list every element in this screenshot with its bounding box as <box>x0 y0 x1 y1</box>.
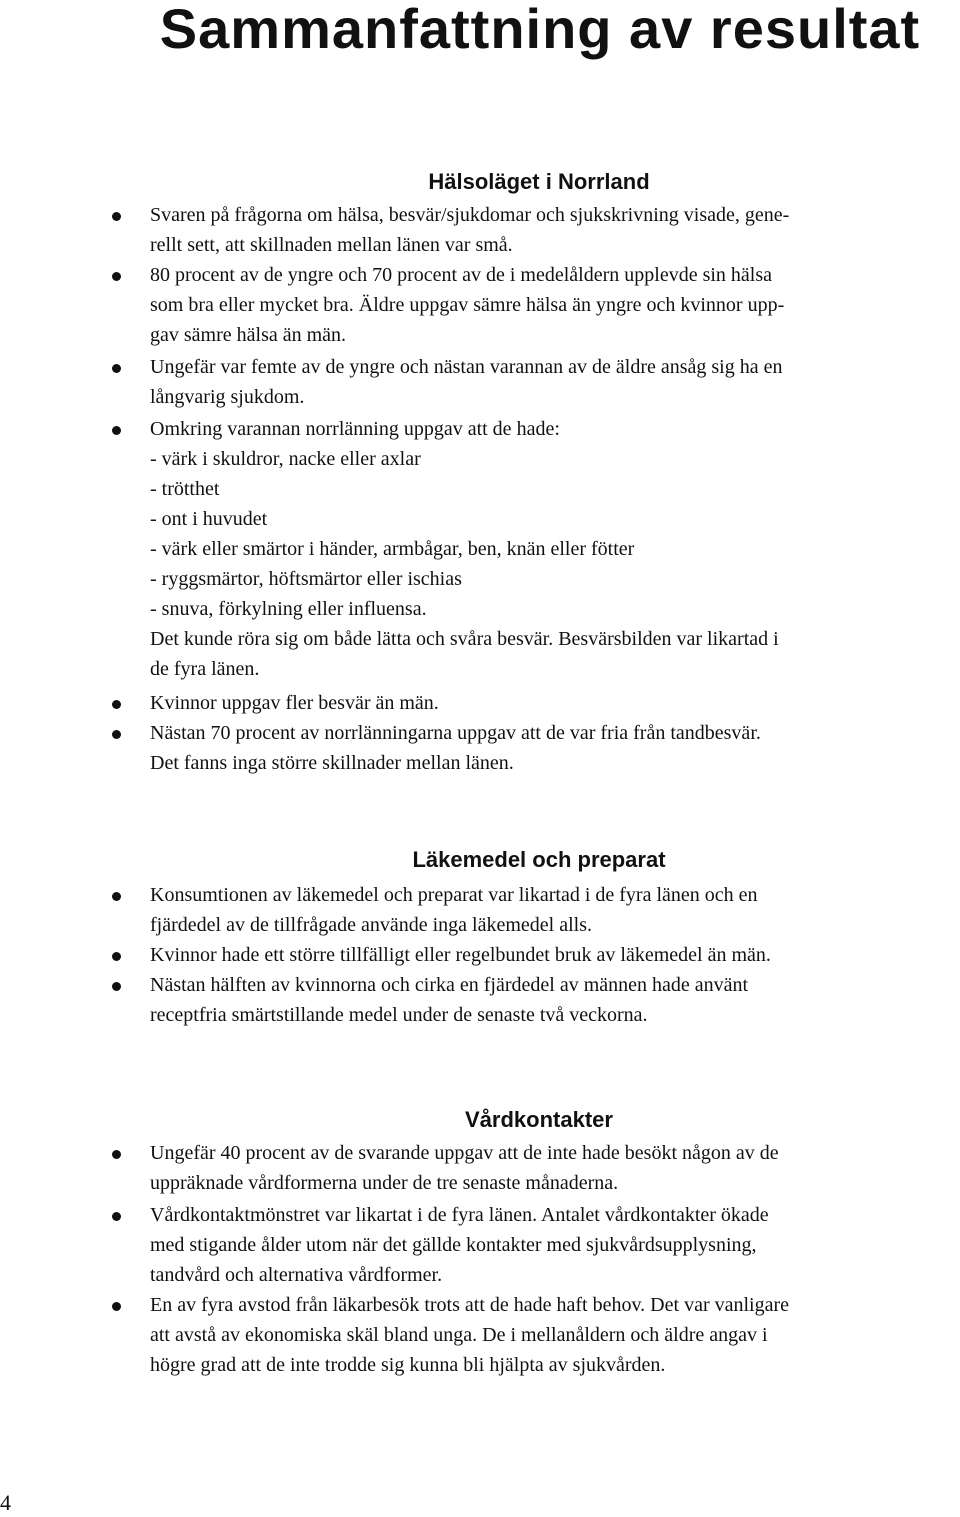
list-item-line: Ungefär var femte av de yngre och nästan varannan av de äldre ansåg sig ha en <box>150 356 783 378</box>
bullet-icon <box>112 1150 121 1159</box>
bullet-icon <box>112 1212 121 1221</box>
list-item <box>150 880 950 940</box>
list-item-line: En av fyra avstod från läkarbesök trots att de hade haft behov. Det var vanligare <box>150 1294 790 1316</box>
list-item-line: Kvinnor hade ett större tillfälligt eller regelbundet bruk av läkemedel än män. <box>150 944 771 966</box>
list-item-line: Vårdkontaktmönstret var likartat i de fyra länen. Antalet vårdkontakter ökade <box>150 1204 769 1226</box>
list-item-line: tandvård och alternativa vårdformer. <box>150 1264 443 1286</box>
list-item-line: långvarig sjukdom. <box>150 386 305 408</box>
list-item-line: gav sämre hälsa än män. <box>150 324 347 346</box>
list-item <box>150 1138 950 1198</box>
list-item-line: de fyra länen. <box>150 658 260 680</box>
bullet-icon <box>112 426 121 435</box>
list-item-line: rellt sett, att skillnaden mellan länen var små. <box>150 234 513 256</box>
list-item-line: - ont i huvudet <box>150 508 268 530</box>
bullet-icon <box>112 272 121 281</box>
list-item <box>150 260 950 350</box>
list-item-line: - värk i skuldror, nacke eller axlar <box>150 448 421 470</box>
list-item-line: högre grad att de inte trodde sig kunna bli hjälpta av sjukvården. <box>150 1354 666 1376</box>
bullet-icon <box>112 892 121 901</box>
list-item-line: Det fanns inga större skillnader mellan länen. <box>150 752 514 774</box>
list-item <box>150 970 950 1030</box>
list-item-line: som bra eller mycket bra. Äldre uppgav sämre hälsa än yngre och kvinnor upp- <box>150 294 785 316</box>
list-item <box>150 1290 950 1380</box>
list-item-line: Omkring varannan norrlänning uppgav att de hade: <box>150 418 560 440</box>
bullet-icon <box>112 1302 121 1311</box>
list-item-line: Ungefär 40 procent av de svarande uppgav att de inte hade besökt någon av de <box>150 1142 779 1164</box>
list-item <box>150 1200 950 1290</box>
list-item-line: Svaren på frågorna om hälsa, besvär/sjukdomar och sjukskrivning visade, gene- <box>150 204 790 226</box>
list-item-line: med stigande ålder utom när det gällde kontakter med sjukvårdsupplysning, <box>150 1234 757 1256</box>
list-item-line: att avstå av ekonomiska skäl bland unga. De i mellanåldern och äldre angav i <box>150 1324 768 1346</box>
section-heading: Vårdkontakter <box>465 1107 613 1132</box>
list-item-line: Det kunde röra sig om både lätta och svåra besvär. Besvärsbilden var likartad i <box>150 628 779 650</box>
list-item <box>150 718 950 778</box>
list-item-line: 80 procent av de yngre och 70 procent av de i medelåldern upplevde sin hälsa <box>150 264 773 286</box>
list-item-line: - värk eller smärtor i händer, armbågar, ben, knän eller fötter <box>150 538 635 560</box>
list-item <box>150 414 950 684</box>
list-item-line: Kvinnor uppgav fler besvär än män. <box>150 692 439 714</box>
list-item <box>150 940 950 970</box>
bullet-icon <box>112 364 121 373</box>
page-title: Sammanfattning av resultat <box>159 0 921 60</box>
section-heading: Hälsoläget i Norrland <box>428 169 650 194</box>
list-item-line: Nästan 70 procent av norrlänningarna uppgav att de var fria från tandbesvär. <box>150 722 761 744</box>
list-item-line: - trötthet <box>150 478 220 500</box>
list-item <box>150 688 950 718</box>
list-item-line: fjärdedel av de tillfrågade använde inga läkemedel alls. <box>150 914 593 936</box>
list-item-line: Konsumtionen av läkemedel och preparat var likartad i de fyra länen och en <box>150 884 758 906</box>
list-item <box>150 352 950 412</box>
list-item-line: uppräknade vårdformerna under de tre senaste månaderna. <box>150 1172 619 1194</box>
bullet-icon <box>112 212 121 221</box>
list-item-line: - snuva, förkylning eller influensa. <box>150 598 427 620</box>
bullet-icon <box>112 730 121 739</box>
list-item <box>150 200 950 260</box>
page-number: 4 <box>0 1490 11 1515</box>
bullet-icon <box>112 982 121 991</box>
section-heading: Läkemedel och preparat <box>412 847 666 872</box>
list-item-line: - ryggsmärtor, höftsmärtor eller ischias <box>150 568 462 590</box>
list-item-line: receptfria smärtstillande medel under de senaste två veckorna. <box>150 1004 648 1026</box>
list-item-line: Nästan hälften av kvinnorna och cirka en fjärdedel av männen hade använt <box>150 974 749 996</box>
bullet-icon <box>112 700 121 709</box>
bullet-icon <box>112 952 121 961</box>
